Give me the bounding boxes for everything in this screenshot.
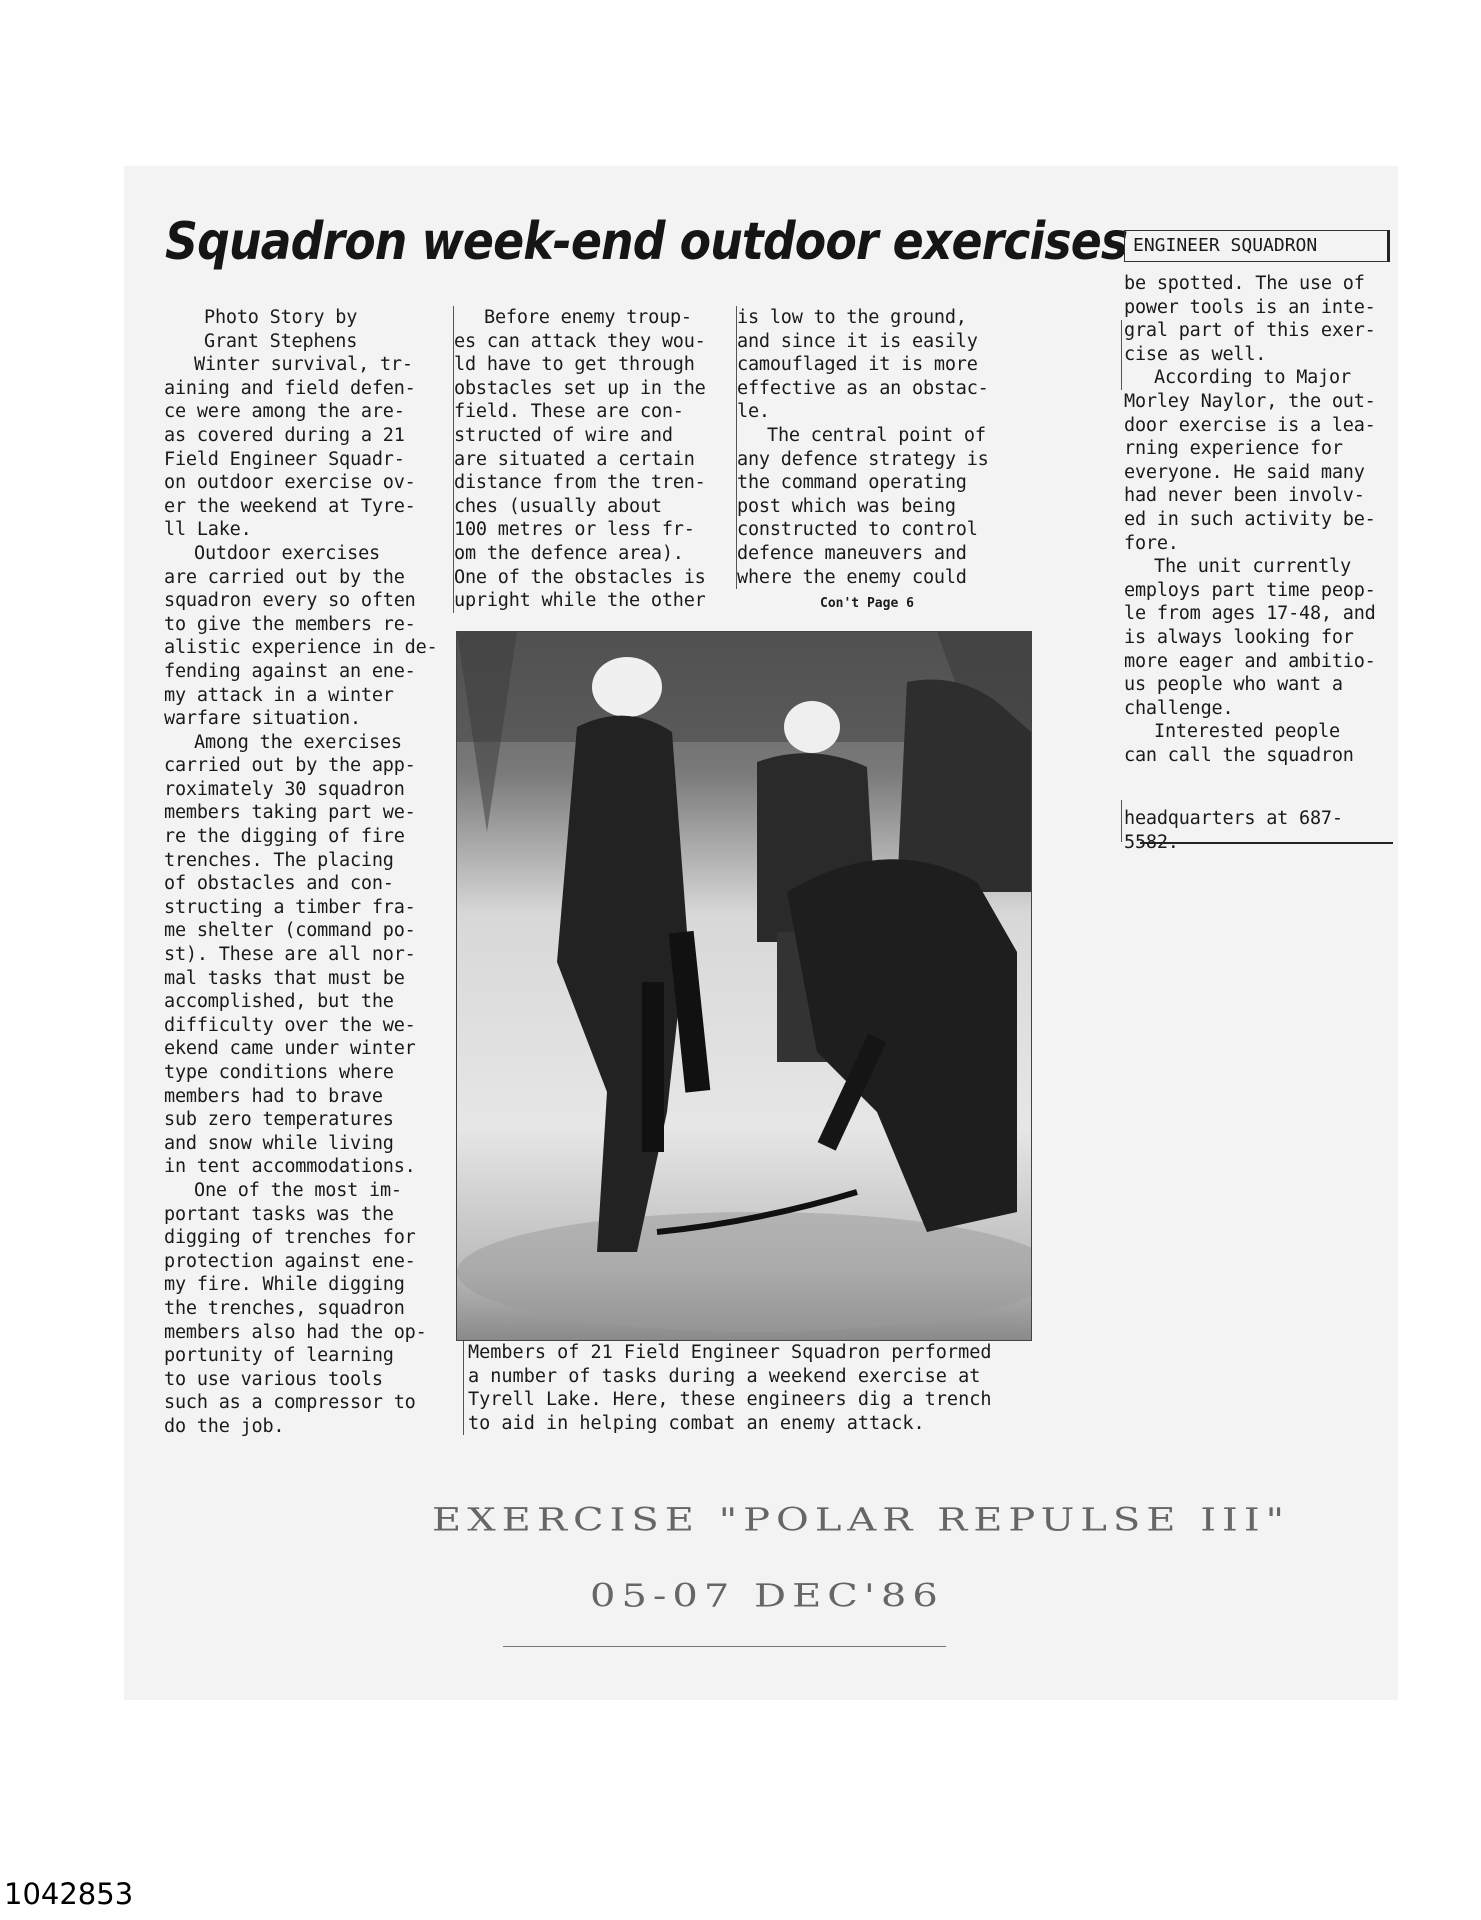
article-line: es can attack they wou- bbox=[454, 330, 706, 352]
caption-line: Tyrell Lake. Here, these engineers dig a trench bbox=[468, 1389, 992, 1411]
end-rule bbox=[1140, 842, 1393, 844]
article-line: on outdoor exercise ov- bbox=[164, 472, 416, 494]
article-line: le from ages 17-48, and bbox=[1124, 603, 1376, 625]
article-line: field. These are con- bbox=[454, 401, 684, 423]
article-line: Grant Stephens bbox=[204, 330, 358, 352]
article-line: re the digging of fire bbox=[164, 826, 405, 848]
article-line: portant tasks was the bbox=[164, 1203, 394, 1225]
article-line: upright while the other bbox=[454, 590, 706, 612]
article-line: had never been involv- bbox=[1124, 485, 1365, 507]
article-line: Before enemy troup- bbox=[484, 307, 692, 328]
article-line: any defence strategy is bbox=[737, 448, 989, 470]
article-line bbox=[1124, 767, 1404, 807]
handwritten-underline bbox=[503, 1646, 946, 1647]
article-line: Winter survival, tr- bbox=[194, 354, 413, 376]
article-line: challenge. bbox=[1124, 697, 1234, 719]
article-line: such as a compressor to bbox=[164, 1392, 416, 1414]
article-line: everyone. He said many bbox=[1124, 461, 1365, 483]
article-line: Outdoor exercises bbox=[194, 542, 380, 564]
article-line: st). These are all nor- bbox=[164, 944, 416, 966]
article-line: om the defence area). bbox=[454, 542, 684, 564]
photo-caption bbox=[463, 1341, 1048, 1435]
article-line: defence maneuvers and bbox=[737, 542, 967, 564]
article-column-1 bbox=[164, 306, 454, 1439]
article-line: obstacles set up in the bbox=[454, 377, 706, 399]
document-id: 1042853 bbox=[4, 1877, 134, 1911]
side-rule bbox=[1121, 800, 1122, 842]
article-line: roximately 30 squadron bbox=[164, 778, 405, 800]
article-line: difficulty over the we- bbox=[164, 1014, 416, 1036]
article-line: me shelter (command po- bbox=[164, 920, 416, 942]
article-line: and snow while living bbox=[164, 1132, 394, 1154]
article-line: fore. bbox=[1124, 532, 1179, 554]
article-line: The unit currently bbox=[1154, 556, 1351, 578]
article-line: One of the most im- bbox=[194, 1179, 402, 1201]
article-line: the trenches, squadron bbox=[164, 1297, 405, 1319]
article-line: The central point of bbox=[767, 424, 986, 446]
article-line: aining and field defen- bbox=[164, 377, 416, 399]
article-line: can call the squadron bbox=[1124, 744, 1354, 766]
article-line: Interested people bbox=[1154, 721, 1340, 743]
article-line: squadron every so often bbox=[164, 590, 416, 612]
article-line: do the job. bbox=[164, 1415, 285, 1437]
article-line: 100 metres or less fr- bbox=[454, 519, 695, 541]
section-box-label: ENGINEER SQUADRON bbox=[1124, 230, 1390, 262]
article-line: 5582. bbox=[1124, 832, 1179, 854]
handwritten-date: 05-07 DEC'86 bbox=[590, 1577, 944, 1615]
article-line: rning experience for bbox=[1124, 438, 1343, 460]
article-line: my attack in a winter bbox=[164, 684, 394, 706]
article-line: portunity of learning bbox=[164, 1345, 394, 1367]
article-column-2 bbox=[453, 306, 734, 613]
article-line: er the weekend at Tyre- bbox=[164, 495, 416, 517]
article-line: structed of wire and bbox=[454, 424, 673, 446]
article-line: effective as an obstac- bbox=[737, 377, 989, 399]
article-line: protection against ene- bbox=[164, 1250, 416, 1272]
article-line: constructed to control bbox=[737, 519, 978, 541]
article-line: of obstacles and con- bbox=[164, 873, 394, 895]
article-line: trenches. The placing bbox=[164, 849, 394, 871]
news-photo bbox=[456, 631, 1032, 1341]
article-line: my fire. While digging bbox=[164, 1274, 405, 1296]
caption-line: a number of tasks during a weekend exercise at bbox=[468, 1365, 981, 1387]
article-line: camouflaged it is more bbox=[737, 354, 978, 376]
article-line: post which was being bbox=[737, 495, 956, 517]
article-line: gral part of this exer- bbox=[1124, 320, 1376, 342]
article-line: employs part time peop- bbox=[1124, 579, 1376, 601]
article-line: us people who want a bbox=[1124, 674, 1343, 696]
headline: Squadron week-end outdoor exercises bbox=[165, 212, 1128, 272]
article-line: accomplished, but the bbox=[164, 991, 394, 1013]
article-line: more eager and ambitio- bbox=[1124, 650, 1376, 672]
caption-line: Members of 21 Field Engineer Squadron performed bbox=[468, 1342, 992, 1363]
article-line: carried out by the app- bbox=[164, 755, 416, 777]
article-line: ll Lake. bbox=[164, 519, 252, 541]
article-line: are situated a certain bbox=[454, 448, 695, 470]
article-line: door exercise is a lea- bbox=[1124, 414, 1376, 436]
article-line: type conditions where bbox=[164, 1062, 394, 1083]
article-line: le. bbox=[737, 401, 770, 423]
article-line: warfare situation. bbox=[164, 708, 361, 730]
article-line: digging of trenches for bbox=[164, 1227, 416, 1249]
article-line: structing a timber fra- bbox=[164, 896, 416, 918]
article-line: Among the exercises bbox=[194, 731, 402, 753]
article-line: the command operating bbox=[737, 472, 967, 494]
article-line: mal tasks that must be bbox=[164, 967, 405, 989]
caption-line: to aid in helping combat an enemy attack. bbox=[468, 1412, 925, 1434]
article-line: and since it is easily bbox=[737, 330, 978, 352]
article-line: where the enemy could bbox=[737, 566, 967, 588]
article-column-3 bbox=[736, 306, 1019, 589]
article-line: members had to brave bbox=[164, 1085, 383, 1107]
article-line: One of the obstacles is bbox=[454, 566, 706, 588]
article-line: Photo Story by bbox=[204, 307, 358, 328]
article-line: alistic experience in de- bbox=[164, 637, 438, 659]
article-column-4 bbox=[1124, 272, 1404, 855]
article-line: distance from the tren- bbox=[454, 472, 706, 494]
article-line: in tent accommodations. bbox=[164, 1156, 416, 1178]
photo-illustration bbox=[457, 632, 1031, 1340]
article-line: fending against an ene- bbox=[164, 660, 416, 682]
article-line: ches (usually about bbox=[454, 495, 662, 517]
article-line: headquarters at 687- bbox=[1124, 808, 1343, 830]
article-line: Morley Naylor, the out- bbox=[1124, 390, 1376, 412]
article-line: sub zero temperatures bbox=[164, 1109, 394, 1131]
article-line: ld have to get through bbox=[454, 354, 695, 376]
article-line: cise as well. bbox=[1124, 343, 1267, 365]
handwritten-exercise-name: EXERCISE "POLAR REPULSE III" bbox=[432, 1501, 1291, 1539]
article-line: to give the members re- bbox=[164, 613, 416, 635]
article-line: is low to the ground, bbox=[737, 307, 967, 328]
continued-note: Con't Page 6 bbox=[820, 596, 914, 611]
article-line: ekend came under winter bbox=[164, 1038, 416, 1060]
article-line: are carried out by the bbox=[164, 566, 405, 588]
article-line: According to Major bbox=[1154, 367, 1351, 389]
article-line: members taking part we- bbox=[164, 802, 416, 824]
article-line: is always looking for bbox=[1124, 626, 1354, 648]
side-rule bbox=[1121, 320, 1122, 390]
article-line: ed in such activity be- bbox=[1124, 508, 1376, 530]
article-line: as covered during a 21 bbox=[164, 424, 405, 446]
article-line: ce were among the are- bbox=[164, 401, 405, 423]
article-line: members also had the op- bbox=[164, 1321, 427, 1343]
article-line: Field Engineer Squadr- bbox=[164, 448, 405, 470]
article-line: to use various tools bbox=[164, 1368, 383, 1390]
article-line: be spotted. The use of bbox=[1124, 273, 1365, 294]
article-line: power tools is an inte- bbox=[1124, 296, 1376, 318]
